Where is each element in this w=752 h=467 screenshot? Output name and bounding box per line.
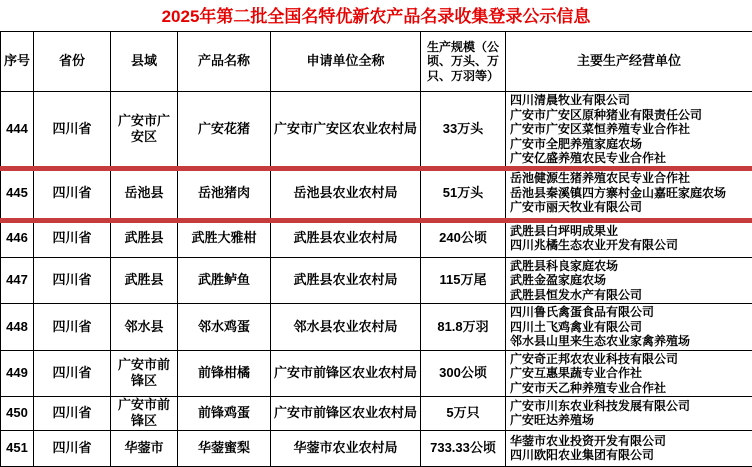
table-row <box>1 92 752 168</box>
cell-province: 四川省 <box>34 430 111 466</box>
cell-scale: 51万头 <box>421 167 506 219</box>
producer-line: 广安奇正邦农农业科技有限公司 <box>510 352 750 367</box>
cell-product: 武胜鲈鱼 <box>178 257 271 304</box>
cell-applicant: 广安市广安区农业农村局 <box>271 92 421 168</box>
table-row <box>1 219 752 257</box>
cell-product: 前锋鸡蛋 <box>178 397 271 431</box>
cell-serial: 446 <box>1 219 34 257</box>
producer-line: 广安市广安区菜恒养殖专业合作社 <box>510 122 750 137</box>
cell-serial: 450 <box>1 397 34 431</box>
cell-province: 四川省 <box>34 257 111 304</box>
table-row-highlighted <box>1 167 752 219</box>
producer-line: 四川兆橘生态农业开发有限公司 <box>510 238 750 253</box>
col-header-product: 产品名称 <box>178 32 271 92</box>
col-header-producers: 主要生产经营单位 <box>506 32 752 92</box>
cell-province: 四川省 <box>34 92 111 168</box>
cell-product: 岳池猪肉 <box>178 167 271 219</box>
cell-applicant: 武胜县农业农村局 <box>271 257 421 304</box>
cell-province: 四川省 <box>34 167 111 219</box>
cell-county: 广安市前锋区 <box>111 350 178 397</box>
producer-line: 广安亿盛养殖农民专业合作社 <box>510 151 750 166</box>
cell-producers <box>506 92 752 168</box>
producer-line: 武胜县科良家庭农场 <box>510 259 750 274</box>
producer-line: 广安市全肥养殖家庭农场 <box>510 137 750 152</box>
producer-line: 四川欧阳农业集团有限公司 <box>510 448 750 463</box>
col-header-county: 县域 <box>111 32 178 92</box>
cell-scale: 733.33公顷 <box>421 430 506 466</box>
table-row <box>1 257 752 304</box>
cell-producers <box>506 430 752 466</box>
page-title: 2025年第二批全国名特优新农产品名录收集登录公示信息 <box>0 0 752 31</box>
cell-producers <box>506 219 752 257</box>
cell-producers <box>506 397 752 431</box>
cell-serial: 447 <box>1 257 34 304</box>
cell-province: 四川省 <box>34 219 111 257</box>
cell-serial: 445 <box>1 167 34 219</box>
cell-scale: 33万头 <box>421 92 506 168</box>
producer-line: 邻水县山里来生态农业家禽养殖场 <box>510 334 750 349</box>
table-row <box>1 397 752 431</box>
cell-product: 广安花猪 <box>178 92 271 168</box>
cell-serial: 448 <box>1 304 34 351</box>
cell-product: 前锋柑橘 <box>178 350 271 397</box>
cell-serial: 444 <box>1 92 34 168</box>
cell-province: 四川省 <box>34 304 111 351</box>
producer-line: 华蓥市农业投资开发有限公司 <box>510 434 750 449</box>
col-header-province: 省份 <box>34 32 111 92</box>
cell-county: 广安市广安区 <box>111 92 178 168</box>
producer-line: 武胜县恒发水产有限公司 <box>510 288 750 303</box>
cell-county: 广安市前锋区 <box>111 397 178 431</box>
producer-line: 广安互惠果蔬专业合作社 <box>510 366 750 381</box>
producer-line: 广安市丽天牧业有限公司 <box>510 200 750 215</box>
cell-county: 邻水县 <box>111 304 178 351</box>
producer-line: 四川清晨牧业有限公司 <box>510 93 750 108</box>
producer-line: 广安旺达养殖场 <box>510 413 750 428</box>
cell-producers <box>506 350 752 397</box>
cell-scale: 240公顷 <box>421 219 506 257</box>
cell-serial: 451 <box>1 430 34 466</box>
producer-line: 广安市天乙种养殖专业合作社 <box>510 381 750 396</box>
cell-applicant: 广安市前锋区农业农村局 <box>271 350 421 397</box>
cell-county: 武胜县 <box>111 219 178 257</box>
cell-producers <box>506 304 752 351</box>
cell-scale: 300公顷 <box>421 350 506 397</box>
cell-scale: 81.8万羽 <box>421 304 506 351</box>
cell-applicant: 岳池县农业农村局 <box>271 167 421 219</box>
producer-line: 岳池县秦溪镇四方寨村金山嘉旺家庭农场 <box>510 186 750 201</box>
producer-line: 四川鲁氏禽蛋食品有限公司 <box>510 305 750 320</box>
producer-line: 四川土飞鸡禽业有限公司 <box>510 320 750 335</box>
cell-product: 武胜大雅柑 <box>178 219 271 257</box>
col-header-applicant: 申请单位全称 <box>271 32 421 92</box>
table-row <box>1 430 752 466</box>
cell-county: 岳池县 <box>111 167 178 219</box>
cell-applicant: 华蓥市农业农村局 <box>271 430 421 466</box>
cell-applicant: 广安市前锋区农业农村局 <box>271 397 421 431</box>
highlight-bar-top <box>0 166 752 171</box>
producer-line: 岳池健源生猪养殖农民专业合作社 <box>510 171 750 186</box>
table-row <box>1 304 752 351</box>
highlight-bar-bottom <box>0 218 752 223</box>
producer-line: 武胜金盈家庭农场 <box>510 273 750 288</box>
cell-scale: 5万只 <box>421 397 506 431</box>
table-row <box>1 350 752 397</box>
cell-applicant: 武胜县农业农村局 <box>271 219 421 257</box>
cell-product: 邻水鸡蛋 <box>178 304 271 351</box>
cell-county: 武胜县 <box>111 257 178 304</box>
cell-producers <box>506 167 752 219</box>
cell-applicant: 邻水县农业农村局 <box>271 304 421 351</box>
producer-line: 武胜县白坪明成果业 <box>510 224 750 239</box>
cell-county: 华蓥市 <box>111 430 178 466</box>
col-header-serial: 序号 <box>1 32 34 92</box>
cell-province: 四川省 <box>34 397 111 431</box>
cell-producers <box>506 257 752 304</box>
header-row <box>1 32 752 92</box>
cell-scale: 115万尾 <box>421 257 506 304</box>
cell-province: 四川省 <box>34 350 111 397</box>
producer-line: 广安市川东农业科技发展有限公司 <box>510 399 750 414</box>
cell-serial: 449 <box>1 350 34 397</box>
cell-product: 华蓥蜜梨 <box>178 430 271 466</box>
producer-line: 广安市广安区原种猪业有限责任公司 <box>510 108 750 123</box>
col-header-scale: 生产规模（公顷、万头、万只、万羽等） <box>421 32 506 92</box>
public-notice-table <box>0 31 752 467</box>
